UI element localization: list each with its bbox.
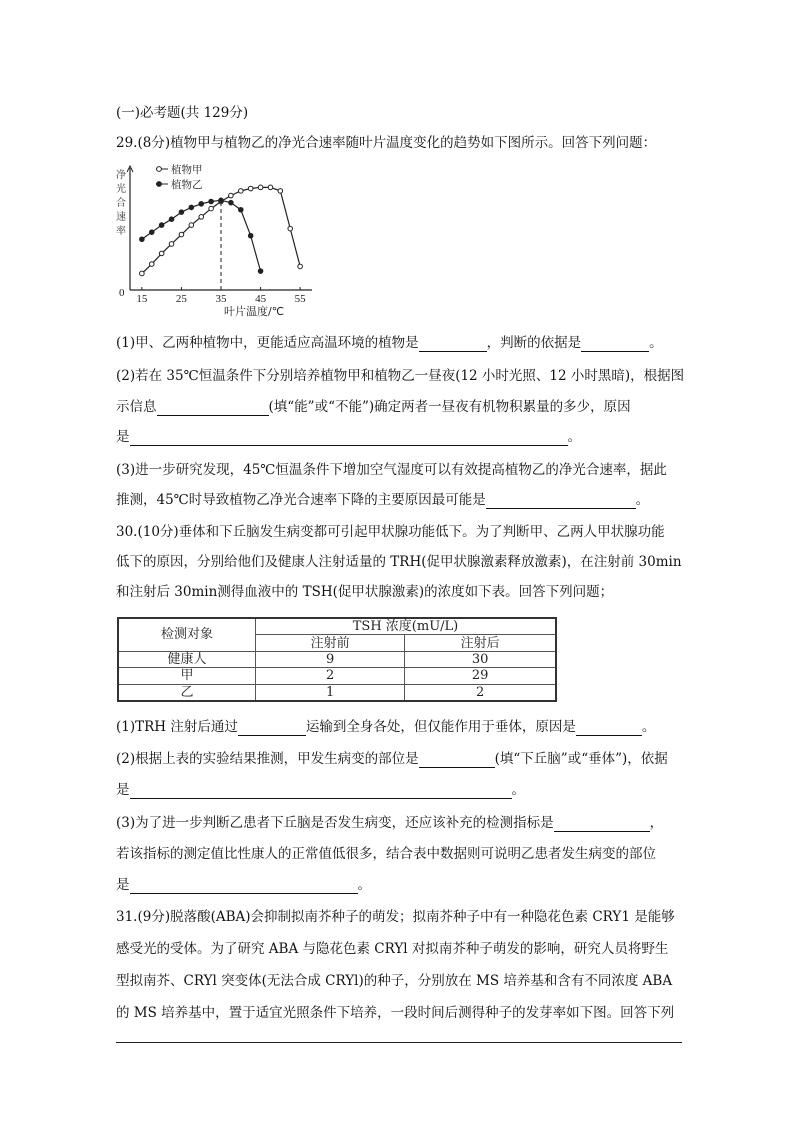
legend-label: 植物甲 [171, 164, 203, 176]
q30-sub3-line2: 若该指标的测定值比性康人的正常值低很多，结合表中数据则可说明乙患者发生病变的部位 [116, 846, 656, 862]
data-point [169, 217, 174, 222]
q31-line3: 型拟南芥、CRYl 突变体(无法合成 CRYl)的种子，分别放在 MS 培养基和含有不同浓度 ABA [116, 973, 673, 989]
legend-marker [157, 167, 162, 172]
table-header-after: 注射后 [405, 635, 556, 651]
y-axis-label-char: 合 [116, 198, 126, 209]
section-heading: (一)必考题(共 129分) [116, 105, 249, 121]
data-point [238, 207, 243, 212]
data-point [179, 210, 184, 215]
answer-blank[interactable] [419, 753, 495, 768]
table-cell: 30 [405, 651, 556, 667]
y-axis-label-char: 速 [116, 212, 126, 223]
data-point [140, 271, 145, 276]
y-axis-label-char: 净 [116, 170, 126, 181]
data-point [209, 199, 214, 204]
answer-blank[interactable] [554, 817, 650, 832]
data-point [229, 200, 234, 205]
answer-blank[interactable] [238, 721, 306, 736]
y-axis-label-char: 光 [116, 184, 126, 195]
table-cell: 1 [256, 684, 405, 701]
data-point [238, 189, 243, 194]
q29-sub3-line1: (3)进一步研究发现，45℃恒温条件下增加空气湿度可以有效提高植物乙的净光合速率，据此 [116, 462, 667, 478]
answer-blank[interactable] [581, 337, 649, 352]
answer-blank[interactable] [130, 784, 512, 799]
q29-sub3-line2: 推测，45℃时导致植物乙净光合速率下降的主要原因最可能是 。 [116, 492, 650, 508]
q29-sub2-line1: (2)若在 35℃恒温条件下分别培养植物甲和植物乙一昼夜(12 小时光照、12 小时黑暗)，根据图 [116, 368, 685, 384]
footer-rule [116, 1042, 682, 1043]
table-cell: 甲 [118, 668, 256, 684]
data-point [268, 185, 273, 190]
table-cell: 乙 [118, 684, 256, 701]
answer-blank[interactable] [130, 879, 358, 894]
y-axis-label-char: 率 [116, 226, 126, 237]
q30-sub1: (1)TRH 注射后通过 运输到全身各处，但仅能作用于垂体，原因是 。 [116, 719, 656, 735]
x-tick-label: 15 [136, 293, 148, 305]
data-point [209, 206, 214, 211]
answer-blank[interactable] [576, 721, 642, 736]
table-cell: 健康人 [118, 651, 256, 667]
data-point [199, 215, 204, 220]
data-point [199, 202, 204, 207]
data-point [258, 269, 263, 274]
x-axis-label: 叶片温度/℃ [224, 305, 285, 318]
q30-line1: 30.(10分)垂体和下丘脑发生病变都可引起甲状腺功能低下。为了判断甲、乙两人甲状腺功能 [116, 524, 665, 540]
table-row [118, 651, 556, 667]
x-tick-label: 25 [175, 293, 187, 305]
data-point [189, 205, 194, 210]
x-tick-label: 45 [255, 293, 267, 305]
q30-sub2-line2: 是 。 [116, 782, 525, 798]
legend-marker [157, 182, 162, 187]
table-header-subject: 检测对象 [118, 618, 256, 651]
data-point [298, 264, 303, 269]
q29-sub1: (1)甲、乙两种植物中，更能适应高温环境的植物是 ，判断的依据是 。 [116, 335, 663, 351]
table-header-before: 注射前 [256, 635, 405, 651]
table-row [118, 684, 556, 701]
q31-line2: 感受光的受体。为了研究 ABA 与隐花色素 CRYl 对拟南芥种子萌发的影响，研究人员将野生 [116, 941, 669, 957]
data-point [258, 185, 263, 190]
data-point [288, 226, 293, 231]
data-point [248, 186, 253, 191]
data-point [248, 233, 253, 238]
data-point [179, 232, 184, 237]
table-cell: 2 [256, 668, 405, 684]
x-tick-label: 35 [215, 293, 227, 305]
data-point [189, 223, 194, 228]
table-header-tsh: TSH 浓度(mU/L) [256, 618, 557, 635]
data-point [278, 189, 283, 194]
q29-sub2-line2: 示信息 (填“能”或“不能”)确定两者一昼夜有机物积累量的多少，原因 [116, 399, 631, 415]
x-tick-label: 55 [294, 293, 306, 305]
net-photosynthesis-chart [114, 160, 314, 318]
data-point [229, 193, 234, 198]
data-point [149, 230, 154, 235]
table-row [118, 668, 556, 684]
q30-line3: 和注射后 30min测得血液中的 TSH(促甲状腺激素)的浓度如下表。回答下列问题； [116, 584, 614, 600]
answer-blank[interactable] [486, 494, 636, 509]
data-point [159, 251, 164, 256]
q31-line4: 的 MS 培养基中，置于适宜光照条件下培养，一段时间后测得种子的发芽率如下图。回答下列 [116, 1005, 675, 1021]
q30-line2: 低下的原因，分别给他们及健康人注射适量的 TRH(促甲状腺激素释放激素)，在注射前 30min [116, 554, 682, 570]
tsh-table [117, 617, 557, 702]
q29-stem: 29.(8分)植物甲与植物乙的净光合速率随叶片温度变化的趋势如下图所示。回答下列问题： [116, 135, 657, 151]
table-cell: 29 [405, 668, 556, 684]
q30-sub3-line1: (3)为了进一步判断乙患者下丘脑是否发生病变，还应该补充的检测指标是 ， [116, 815, 664, 831]
answer-blank[interactable] [157, 401, 269, 416]
q30-sub3-line3: 是 。 [116, 877, 371, 893]
q30-sub2-line1: (2)根据上表的实验结果推测，甲发生病变的部位是 (填“下丘脑”或“垂体”)，依据 [116, 751, 668, 767]
data-point [140, 237, 145, 242]
data-point [219, 198, 224, 203]
q29-sub2-line3: 是 。 [116, 429, 581, 445]
origin-label: 0 [119, 287, 125, 299]
data-point [159, 223, 164, 228]
q31-line1: 31.(9分)脱落酸(ABA)会抑制拟南芥种子的萌发；拟南芥种子中有一种隐花色素 CRY1 是能够 [116, 909, 675, 925]
legend-label: 植物乙 [171, 179, 203, 191]
table-cell: 2 [405, 684, 556, 701]
data-point [149, 262, 154, 267]
table-cell: 9 [256, 651, 405, 667]
answer-blank[interactable] [130, 431, 568, 446]
data-point [169, 242, 174, 247]
answer-blank[interactable] [419, 337, 487, 352]
